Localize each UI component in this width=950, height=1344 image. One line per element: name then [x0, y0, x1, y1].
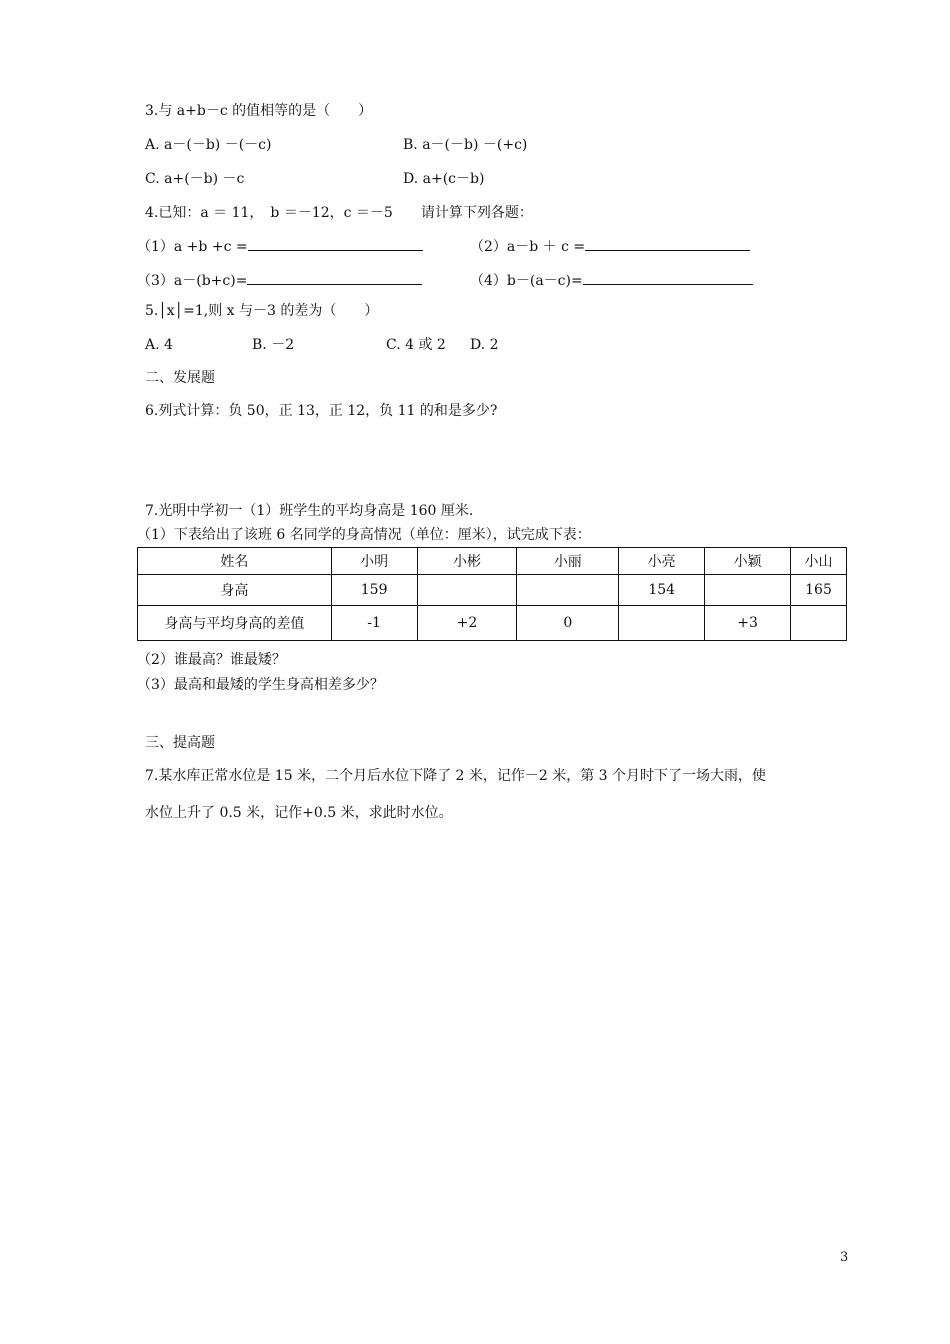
q8-line-1: 7.某水库正常水位是 15 米，二个月后水位下降了 2 米，记作－2 米，第 3 个月时下了一场大雨，使 — [145, 768, 767, 784]
height-table — [137, 547, 847, 641]
q8-line-2: 水位上升了 0.5 米，记作+0.5 米，求此时水位。 — [145, 805, 453, 821]
q4-stem: 4.已知：a ＝ 11， b ＝－12，c ＝－5 请计算下列各题： — [145, 205, 533, 221]
q4-part-4-label: （4）b－(a－c)= — [470, 273, 583, 289]
q4-part-4 — [470, 270, 753, 290]
q5-option-a: A. 4 — [145, 337, 173, 353]
q4-part-2-label: （2）a－b ＋ c = — [470, 239, 586, 255]
section-3-heading: 三、提高题 — [145, 735, 215, 751]
page-number: 3 — [840, 1250, 849, 1265]
table-cell: 小彬 — [417, 548, 517, 575]
table-cell: 小丽 — [517, 548, 619, 575]
table-cell: 0 — [517, 606, 619, 641]
table-cell: 身高 — [138, 575, 332, 606]
table-cell: 小亮 — [619, 548, 705, 575]
q4-part-1-blank[interactable] — [248, 236, 423, 251]
q6-stem: 6.列式计算：负 50，正 13，正 12，负 11 的和是多少? — [145, 403, 498, 419]
table-cell: +2 — [417, 606, 517, 641]
q3-stem: 3.与 a+b－c 的值相等的是（ ） — [145, 103, 373, 119]
table-cell-blank[interactable] — [417, 575, 517, 606]
q4-part-3-label: （3）a－(b+c)= — [137, 273, 248, 289]
table-cell: 小山 — [791, 548, 847, 575]
q4-part-4-blank[interactable] — [583, 270, 753, 285]
q4-part-2-blank[interactable] — [585, 236, 750, 251]
table-cell: 小明 — [331, 548, 417, 575]
table-row-diff — [138, 606, 847, 641]
q5-stem: 5.│x│=1,则 x 与－3 的差为（ ） — [145, 303, 379, 319]
q4-part-3-blank[interactable] — [247, 270, 422, 285]
q3-option-d: D. a+(c－b) — [403, 171, 485, 187]
table-cell: 159 — [331, 575, 417, 606]
table-cell-blank[interactable] — [705, 575, 791, 606]
table-cell: -1 — [331, 606, 417, 641]
table-cell-blank[interactable] — [517, 575, 619, 606]
q4-part-1-label: （1）a +b +c = — [137, 239, 248, 255]
q3-option-a: A. a－(－b) －(－c) — [145, 137, 272, 153]
table-cell-blank[interactable] — [619, 606, 705, 641]
table-cell: 165 — [791, 575, 847, 606]
q7-stem: 7.光明中学初一（1）班学生的平均身高是 160 厘米. — [145, 503, 474, 519]
table-cell: +3 — [705, 606, 791, 641]
table-cell: 姓名 — [138, 548, 332, 575]
table-cell-blank[interactable] — [791, 606, 847, 641]
q4-part-3 — [137, 270, 422, 290]
section-2-heading: 二、发展题 — [145, 370, 215, 386]
table-cell: 小颖 — [705, 548, 791, 575]
q4-part-1 — [137, 236, 423, 256]
table-row-height — [138, 575, 847, 606]
q3-option-c: C. a+(－b) －c — [145, 171, 245, 187]
table-cell: 154 — [619, 575, 705, 606]
q5-option-b: B. －2 — [252, 337, 295, 353]
q5-option-c: C. 4 或 2 — [386, 337, 446, 353]
table-cell: 身高与平均身高的差值 — [138, 606, 332, 641]
q7-sub-3: （3）最高和最矮的学生身高相差多少？ — [137, 677, 384, 693]
table-header-row — [138, 548, 847, 575]
q4-part-2 — [470, 236, 750, 256]
q7-sub-1: （1）下表给出了该班 6 名同学的身高情况（单位：厘米），试完成下表： — [137, 527, 591, 543]
q5-option-d: D. 2 — [470, 337, 499, 353]
q7-sub-2: （2）谁最高？谁最矮？ — [137, 652, 286, 668]
q3-option-b: B. a－(－b) －(+c) — [403, 137, 528, 153]
